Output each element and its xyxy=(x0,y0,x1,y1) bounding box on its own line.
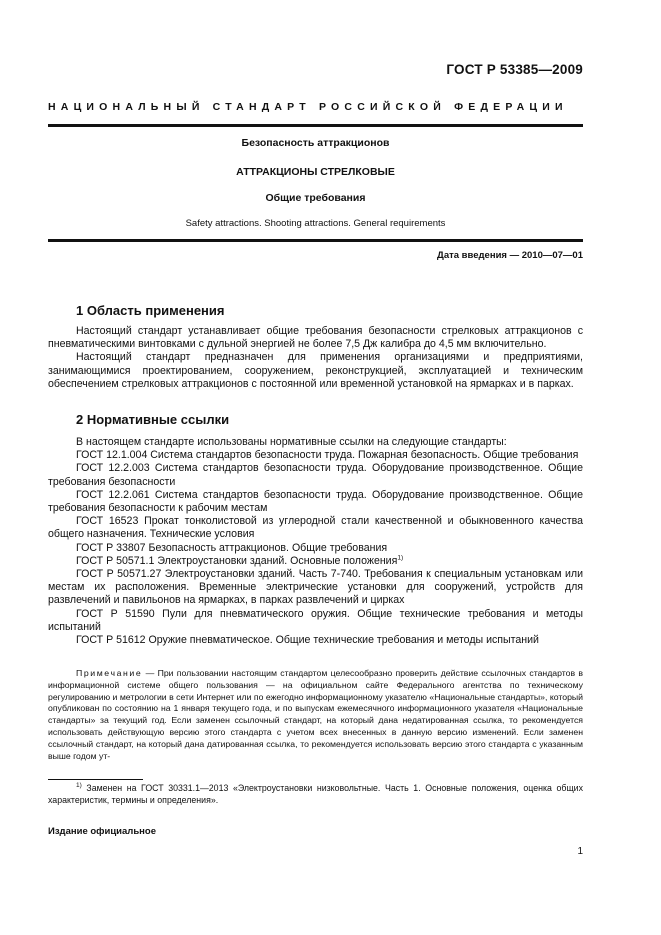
ref-item: ГОСТ 12.2.061 Система стандартов безопасности труда. Оборудование производственное. Общие требования безопасности к рабочим местам xyxy=(48,488,583,515)
ref-item-with-footnote xyxy=(48,555,583,568)
section1-heading: 1 Область применения xyxy=(76,303,225,318)
title-rule xyxy=(48,239,583,242)
note-paragraph xyxy=(48,668,583,762)
top-rule xyxy=(48,124,583,127)
title-group: Безопасность аттракционов xyxy=(241,137,390,149)
section1-paragraph: Настоящий стандарт устанавливает общие требования безопасности стрелковых аттракционов с пневматическими винтовками с дульной энергией не более 7,5 Дж калибра до 4,5 мм включительно. xyxy=(48,325,583,351)
ref-item: ГОСТ 12.2.003 Система стандартов безопасности труда. Оборудование производственное. Общие требования безопасности xyxy=(48,462,583,488)
footnote xyxy=(48,782,583,806)
footnote-rule xyxy=(48,779,143,780)
ref-item: ГОСТ Р 51590 Пули для пневматического оружия. Общие технические требования и методы испытаний xyxy=(48,607,583,633)
section1-body xyxy=(48,325,583,391)
note-label: Примечание xyxy=(76,668,143,678)
edition-label: Издание официальное xyxy=(48,826,156,837)
footnote-mark: 1) xyxy=(76,782,82,790)
ref-item: ГОСТ 12.1.004 Система стандартов безопасности труда. Пожарная безопасность. Общие требования xyxy=(76,449,579,462)
section1-paragraph: Настоящий стандарт предназначен для применения организациями и предприятиями, занимающимися проектированием, сооружением, реконструкцией, эксплуатацией и техническим обеспечением стрелковых аттракционов с постоянной или временной установкой на ярмарках и в парках. xyxy=(48,351,583,390)
ref-text: ГОСТ Р 50571.1 Электроустановки зданий. Основные положения xyxy=(76,554,398,567)
section2-heading: 2 Нормативные ссылки xyxy=(76,412,230,427)
footnote-text: Заменен на ГОСТ 30331.1—2013 «Электроустановки низковольтные. Часть 1. Основные положения, оценка общих характеристик, термины и определения». xyxy=(48,783,583,805)
title-sub: Общие требования xyxy=(265,192,366,204)
ref-item: ГОСТ 16523 Прокат тонколистовой из углеродной стали качественной и обыкновенного качества общего назначения. Технические условия xyxy=(48,515,583,541)
note-text: — При пользовании настоящим стандартом целесообразно проверить действие ссылочных стандартов в информационной системе общего пользования — на официальном сайте Федерального агентства по техническому регулированию и метрологии в сети Интернет или по ежегодно информационному указателю «Национальные стандарты», который опубликован по состоянию на 1 января текущего года, и по выпускам ежемесячного информационного указателя «Национальные стандарты» за текущий год. Если заменен ссылочный стандарт, на который дана недатированная ссылка, то рекомендуется использовать действующую версию этого стандарта с учетом всех внесенных в данную версию изменений. Если заменен ссылочный стандарт, на который дана датированная ссылка, то рекомендуется использовать версию этого стандарта с указанным выше годом ут- xyxy=(48,668,583,761)
ref-item: ГОСТ Р 50571.27 Электроустановки зданий. Часть 7-740. Требования к специальным установкам или местам их расположения. Временные электрические установки для сооружений, устройств для развлечений и павильонов на ярмарках, в парках развлечений и цирках xyxy=(48,568,583,607)
section2-intro: В настоящем стандарте использованы нормативные ссылки на следующие стандарты: xyxy=(76,436,507,448)
title-main: АТТРАКЦИОНЫ СТРЕЛКОВЫЕ xyxy=(236,166,395,178)
title-english: Safety attractions. Shooting attractions. General requirements xyxy=(185,218,446,229)
section2-body xyxy=(48,436,583,647)
page-number: 1 xyxy=(577,846,583,857)
national-standard-banner: НАЦИОНАЛЬНЫЙ СТАНДАРТ РОССИЙСКОЙ ФЕДЕРАЦИИ xyxy=(48,101,568,113)
ref-item: ГОСТ Р 33807 Безопасность аттракционов. Общие требования xyxy=(76,541,388,554)
intro-date: Дата введения — 2010—07—01 xyxy=(437,250,583,261)
footnote-paragraph xyxy=(48,782,583,806)
ref-item: ГОСТ Р 51612 Оружие пневматическое. Общие технические требования и методы испытаний xyxy=(76,634,539,647)
footnote-mark: 1) xyxy=(397,554,404,562)
note-block xyxy=(48,668,583,762)
standard-code: ГОСТ Р 53385—2009 xyxy=(446,62,583,77)
